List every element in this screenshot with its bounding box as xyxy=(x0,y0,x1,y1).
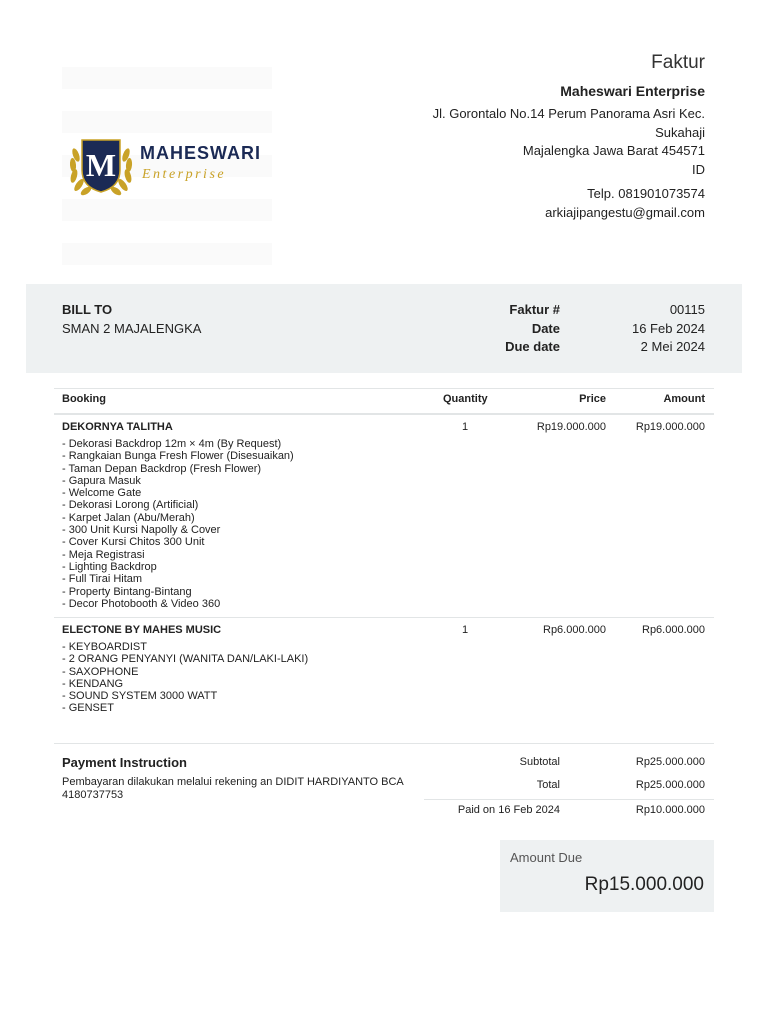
address-line: ID xyxy=(692,161,705,177)
address-line: Sukahaji xyxy=(655,124,705,140)
invoice-number-label: Faktur # xyxy=(509,302,560,317)
company-info xyxy=(365,52,705,222)
amount-due-label: Amount Due xyxy=(510,850,583,865)
col-price: Price xyxy=(579,393,606,405)
detail-line: - KEYBOARDIST xyxy=(62,641,147,653)
company-phone: Telp. 081901073574 xyxy=(587,186,705,201)
table-row xyxy=(54,618,714,744)
item-amount: Rp6.000.000 xyxy=(642,624,705,636)
detail-line: - Decor Photobooth & Video 360 xyxy=(62,597,221,610)
detail-line: - Welcome Gate xyxy=(62,487,142,500)
company-name: Maheswari Enterprise xyxy=(560,83,705,99)
svg-text:MAHESWARI: MAHESWARI xyxy=(140,143,261,163)
items-table xyxy=(54,388,714,744)
company-email: arkiajipangestu@gmail.com xyxy=(545,204,705,220)
bill-to-label: BILL TO xyxy=(62,302,113,317)
document-title: Faktur xyxy=(651,52,705,73)
detail-line: - Rangkaian Bunga Fresh Flower (Disesuaikan) xyxy=(62,450,294,463)
invoice-date-label: Date xyxy=(531,321,560,336)
subtotal-label: Subtotal xyxy=(519,756,560,768)
detail-line: - Property Bintang-Bintang xyxy=(62,585,192,598)
paid-value: Rp10.000.000 xyxy=(635,804,705,816)
item-amount: Rp19.000.000 xyxy=(635,421,705,433)
item-name: DEKORNYA TALITHA xyxy=(62,421,173,433)
detail-line: - Full Tirai Hitam xyxy=(62,573,143,586)
amount-due-box xyxy=(500,840,714,912)
detail-line: - Taman Depan Backdrop (Fresh Flower) xyxy=(62,462,262,475)
detail-line: - 300 Unit Kursi Napolly & Cover xyxy=(62,524,221,537)
detail-line: - Cover Kursi Chitos 300 Unit xyxy=(62,536,205,549)
invoice-number: 00115 xyxy=(669,302,705,317)
payment-instruction-text: Pembayaran dilakukan melalui rekening an DIDIT HARDIYANTO BCA 4180737753 xyxy=(62,776,404,801)
detail-line: - Gapura Masuk xyxy=(62,474,141,487)
table-header xyxy=(54,388,714,415)
detail-line: - GENSET xyxy=(62,702,114,715)
detail-line: - Karpet Jalan (Abu/Merah) xyxy=(62,511,195,524)
address-line: Jl. Gorontalo No.14 Perum Panorama Asri Kec. xyxy=(432,106,705,121)
detail-line: - Meja Registrasi xyxy=(62,548,145,561)
bill-section xyxy=(26,284,742,373)
item-quantity: 1 xyxy=(462,624,469,636)
detail-line: - 2 ORANG PENYANYI (WANITA DAN/LAKI-LAKI) xyxy=(62,653,309,666)
item-price: Rp19.000.000 xyxy=(536,421,606,433)
svg-text:M: M xyxy=(85,147,117,183)
svg-text:Enterprise: Enterprise xyxy=(142,167,227,182)
subtotal-value: Rp25.000.000 xyxy=(635,756,705,768)
item-details xyxy=(62,438,294,610)
amount-due-value: Rp15.000.000 xyxy=(584,874,704,895)
paid-label: Paid on 16 Feb 2024 xyxy=(457,804,560,816)
col-booking: Booking xyxy=(62,393,106,405)
due-date: 2 Mei 2024 xyxy=(640,339,705,354)
detail-line: - KENDANG xyxy=(62,677,124,690)
bill-to-value: SMAN 2 MAJALENGKA xyxy=(62,321,202,336)
detail-line: - Dekorasi Backdrop 12m × 4m (By Request) xyxy=(62,438,282,450)
logo-emblem xyxy=(62,55,282,265)
total-value: Rp25.000.000 xyxy=(635,779,705,791)
table-row xyxy=(54,415,714,618)
col-quantity: Quantity xyxy=(443,393,488,405)
item-price: Rp6.000.000 xyxy=(543,624,606,636)
item-details xyxy=(62,641,308,715)
item-name: ELECTONE BY MAHES MUSIC xyxy=(62,624,222,636)
detail-line: - SAXOPHONE xyxy=(62,665,139,678)
col-amount: Amount xyxy=(663,393,705,405)
item-quantity: 1 xyxy=(462,421,469,433)
company-logo xyxy=(62,55,272,265)
invoice-date: 16 Feb 2024 xyxy=(631,321,705,336)
address-line: Majalengka Jawa Barat 454571 xyxy=(522,143,705,158)
payment-instruction-title: Payment Instruction xyxy=(62,755,187,770)
total-label: Total xyxy=(536,779,560,791)
detail-line: - Dekorasi Lorong (Artificial) xyxy=(62,499,199,512)
due-date-label: Due date xyxy=(505,339,560,354)
totals-divider xyxy=(424,799,714,800)
detail-line: - Lighting Backdrop xyxy=(62,560,157,573)
detail-line: - SOUND SYSTEM 3000 WATT xyxy=(62,690,218,703)
